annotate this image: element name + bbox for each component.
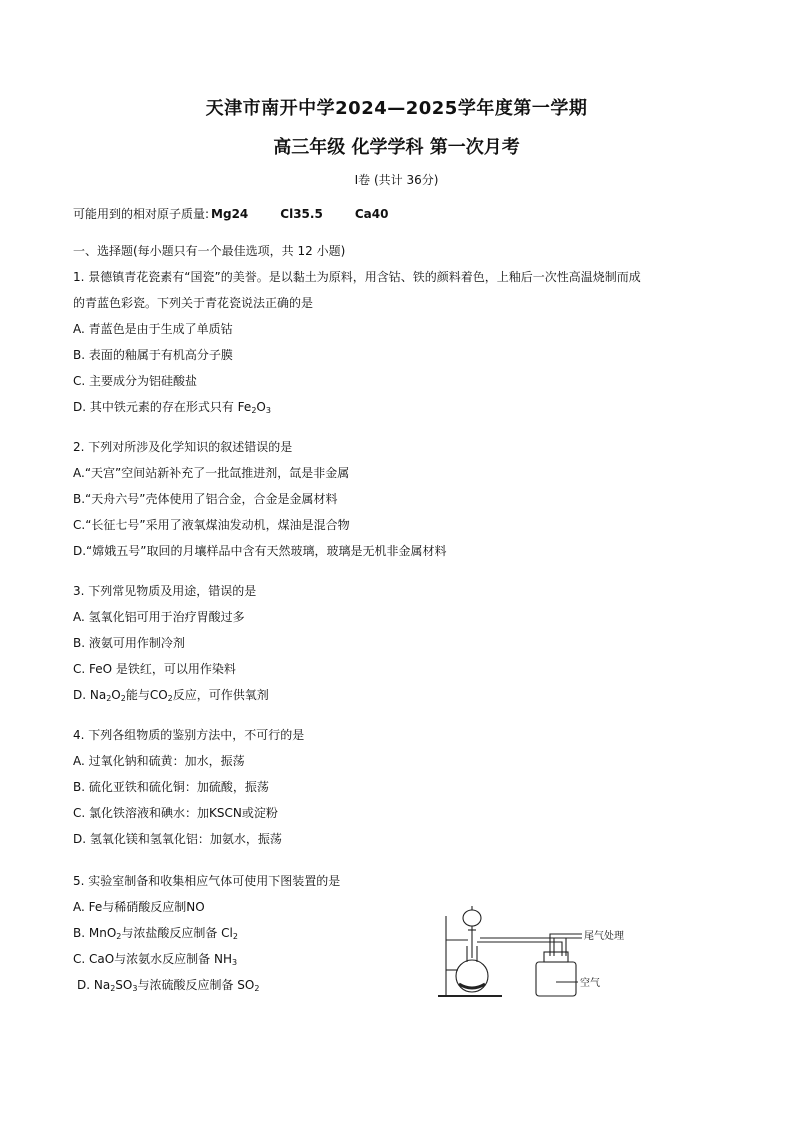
q1-option-a: A. 青蓝色是由于生成了单质钴	[73, 322, 233, 336]
q1-stem-line2: 的青蓝色彩瓷。下列关于青花瓷说法正确的是	[73, 296, 314, 310]
label-exhaust: 尾气处理	[584, 931, 624, 942]
q3-option-d: D. $Na_2O_2$能与$CO_2$反应，可作供氧剂	[73, 688, 269, 703]
atomic-masses-label: 可能用到的相对原子质量:	[73, 207, 210, 221]
q5-option-b: B. MnO$_2$与浓盐酸反应制备 $Cl_2$	[73, 926, 238, 941]
q3-stem: 3. 下列常见物质及用途，错误的是	[73, 584, 257, 598]
mass-ca: Ca40	[354, 207, 389, 221]
q5-option-c: C. CaO与浓氨水反应制备 $NH_3$	[73, 952, 238, 967]
separatory-funnel	[463, 910, 481, 926]
delivery-tube	[477, 942, 562, 956]
exam-title: 天津市南开中学2024—2025学年度第一学期	[205, 98, 588, 119]
q1-option-c: C. 主要成分为铝硅酸盐	[73, 374, 198, 388]
q5-option-d: D. $Na_2SO_3$与浓硫酸反应制备 $SO_2$	[77, 978, 260, 993]
q5-stem: 5. 实验室制备和收集相应气体可使用下图装置的是	[73, 874, 341, 888]
gas-apparatus-figure	[432, 900, 642, 1000]
collection-bottle	[536, 962, 576, 996]
label-air: 空气	[580, 978, 600, 989]
q3-option-c: C. FeO 是铁红，可以用作染料	[73, 662, 236, 676]
section-score: I卷 (共计 36分)	[354, 173, 439, 187]
atomic-masses-line	[73, 206, 388, 222]
q3-option-a: A. 氢氧化铝可用于治疗胃酸过多	[73, 610, 245, 624]
apparatus-drawing	[438, 906, 582, 996]
q1-option-b: B. 表面的釉属于有机高分子膜	[73, 348, 233, 362]
mass-mg: Mg24	[211, 207, 249, 221]
q4-option-a: A. 过氧化钠和硫黄：加水，振荡	[73, 754, 245, 768]
mass-cl: Cl35.5	[280, 207, 323, 221]
q2-option-d: D.“嫦娥五号”取回的月壤样品中含有天然玻璃，玻璃是无机非金属材料	[73, 544, 447, 558]
q4-option-c: C. 氯化铁溶液和碘水：加KSCN或淀粉	[73, 806, 278, 820]
q4-stem: 4. 下列各组物质的鉴别方法中，不可行的是	[73, 728, 305, 742]
q3-option-b: B. 液氨可用作制冷剂	[73, 636, 185, 650]
q2-option-b: B.“天舟六号”壳体使用了铝合金，合金是金属材料	[73, 492, 338, 506]
q1-option-d: D. 其中铁元素的存在形式只有 $Fe_2O_3$	[73, 400, 271, 415]
exam-subtitle: 高三年级 化学学科 第一次月考	[273, 137, 520, 158]
q2-stem: 2. 下列对所涉及化学知识的叙述错误的是	[73, 440, 293, 454]
q2-option-a: A.“天宫”空间站新补充了一批氙推进剂，氙是非金属	[73, 466, 350, 480]
q1-stem-line1: 1. 景德镇青花瓷素有“国瓷”的美誉。是以黏土为原料，用含钴、铁的颜料着色，上釉后一次性高温烧制而成	[73, 270, 641, 284]
q4-option-d: D. 氢氧化镁和氢氧化铝：加氨水，振荡	[73, 832, 282, 846]
q4-option-b: B. 硫化亚铁和硫化铜：加硫酸，振荡	[73, 780, 269, 794]
section-heading: 一、选择题(每小题只有一个最佳选项，共 12 小题)	[73, 244, 346, 258]
q2-option-c: C.“长征七号”采用了液氧煤油发动机，煤油是混合物	[73, 518, 350, 532]
q5-option-a: A. Fe与稀硝酸反应制NO	[73, 900, 205, 914]
